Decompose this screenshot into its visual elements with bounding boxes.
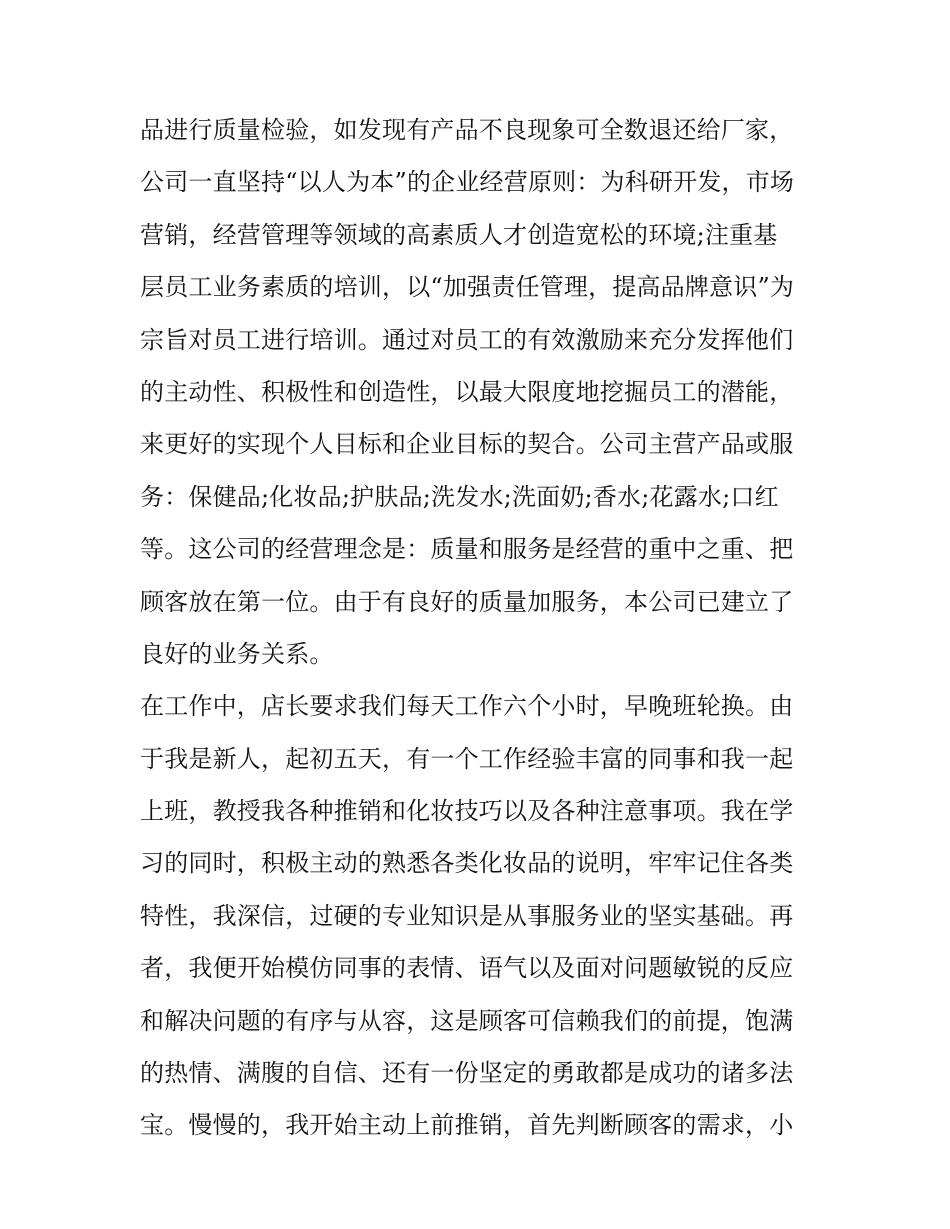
text-line: 和解决问题的有序与从容，这是顾客可信赖我们的前提，饱满 [140,1006,794,1035]
text-line: 等。这公司的经营理念是：质量和服务是经营的重中之重、把 [140,535,794,564]
text-line: 营销，经营管理等领域的高素质人才创造宽松的环境;注重基 [140,220,778,249]
text-line: 的主动性、积极性和创造性，以最大限度地挖掘员工的潜能， [140,377,794,406]
text-line: 品进行质量检验，如发现有产品不良现象可全数退还给厂家， [140,116,794,144]
text-line: 的热情、满腹的自信、还有一份坚定的勇敢都是成功的诸多法 [140,1059,794,1088]
text-line: 于我是新人，起初五天，有一个工作经验丰富的同事和我一起 [140,744,794,773]
text-line: 宝。慢慢的，我开始主动上前推销，首先判断顾客的需求，小 [140,1111,794,1140]
text-line: 习的同时，积极主动的熟悉各类化妆品的说明，牢牢记住各类 [140,849,794,878]
text-line: 公司一直坚持“以人为本”的企业经营原则：为科研开发，市场 [140,168,795,197]
text-line: 宗旨对员工进行培训。通过对员工的有效激励来充分发挥他们 [140,325,794,354]
body-text [140,104,820,1152]
text-line: 上班，教授我各种推销和化妆技巧以及各种注意事项。我在学 [140,797,794,826]
text-line: 顾客放在第一位。由于有良好的质量加服务，本公司已建立了 [140,587,794,616]
text-line: 在工作中，店长要求我们每天工作六个小时，早晚班轮换。由 [140,692,794,721]
text-line: 者，我便开始模仿同事的表情、语气以及面对问题敏锐的反应 [140,954,794,983]
text-line: 特性，我深信，过硬的专业知识是从事服务业的坚实基础。再 [140,901,794,930]
text-line: 良好的业务关系。 [140,639,334,668]
text-line: 务：保健品;化妆品;护肤品;洗发水;洗面奶;香水;花露水;口红 [140,482,779,511]
text-line: 来更好的实现个人目标和企业目标的契合。公司主营产品或服 [140,430,794,459]
text-line: 层员工业务素质的培训，以“加强责任管理，提高品牌意识”为 [140,273,795,302]
